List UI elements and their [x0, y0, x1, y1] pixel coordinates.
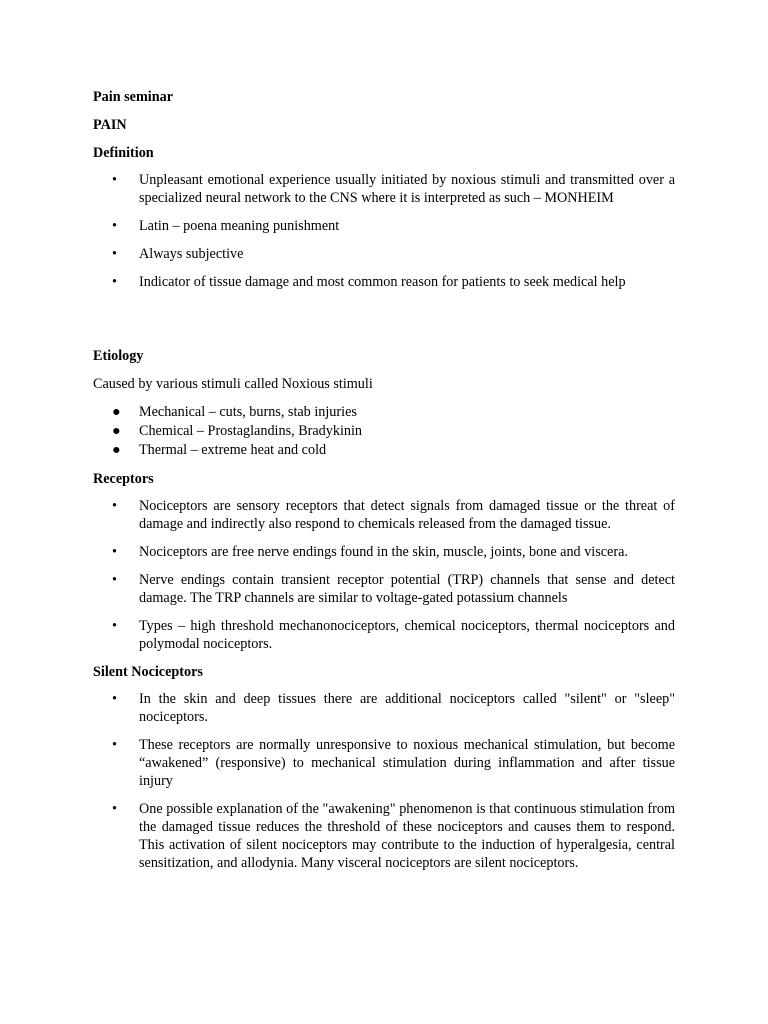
list-item: • Latin – poena meaning punishment: [112, 218, 340, 234]
bullet-icon: •: [112, 498, 117, 514]
bullet-icon: •: [112, 246, 117, 262]
main-heading: PAIN: [93, 117, 127, 133]
bullet-icon: •: [112, 801, 117, 817]
list-item: • Nociceptors are sensory receptors that detect signals from damaged tissue or the threat of damage and indirectly also respond to chemicals released from the damaged tissue.: [112, 498, 675, 532]
list-item: • Nerve endings contain transient receptor potential (TRP) channels that sense and detect damage. The TRP channels are similar to voltage-gated potassium channels: [112, 572, 675, 606]
bullet-icon: •: [112, 572, 117, 588]
bullet-icon: •: [112, 218, 117, 234]
silent-nociceptors-heading: Silent Nociceptors: [93, 664, 203, 680]
document-title: Pain seminar: [93, 89, 173, 105]
definition-heading: Definition: [93, 145, 154, 161]
list-item: • One possible explanation of the "awakening" phenomenon is that continuous stimulation from the damaged tissue reduces the threshold of these nociceptors and causes them to respond. This activation of silent nociceptors may contribute to the induction of hyperalgesia, central sensitization, and allodynia. Many visceral nociceptors are silent nociceptors.: [112, 801, 675, 871]
bullet-icon: ●: [112, 423, 121, 439]
list-item: ● Mechanical – cuts, burns, stab injuries: [112, 404, 357, 420]
list-item: • In the skin and deep tissues there are additional nociceptors called "silent" or "sleep" nociceptors.: [112, 691, 675, 725]
list-item: • Unpleasant emotional experience usually initiated by noxious stimuli and transmitted over a specialized neural network to the CNS where it is interpreted as such – MONHEIM: [112, 172, 675, 206]
bullet-icon: •: [112, 274, 117, 290]
list-item: • Types – high threshold mechanonociceptors, chemical nociceptors, thermal nociceptors and polymodal nociceptors.: [112, 618, 675, 652]
list-item: • Always subjective: [112, 246, 244, 262]
etiology-intro: Caused by various stimuli called Noxious stimuli: [93, 376, 373, 392]
bullet-icon: ●: [112, 404, 121, 420]
bullet-icon: •: [112, 691, 117, 707]
silent-nociceptors-list: [93, 690, 675, 882]
bullet-icon: •: [112, 737, 117, 753]
receptors-list: [93, 497, 675, 663]
list-item: ● Chemical – Prostaglandins, Bradykinin: [112, 423, 363, 439]
bullet-icon: •: [112, 618, 117, 634]
receptors-heading: Receptors: [93, 471, 154, 487]
bullet-icon: •: [112, 172, 117, 188]
list-item: • These receptors are normally unresponsive to noxious mechanical stimulation, but become “awakened” (responsive) to mechanical stimulation during inflammation and after tissue injury: [112, 737, 675, 789]
bullet-icon: •: [112, 544, 117, 560]
definition-list: [93, 171, 675, 301]
list-item: • Nociceptors are free nerve endings found in the skin, muscle, joints, bone and viscera.: [112, 544, 628, 560]
list-item: ● Thermal – extreme heat and cold: [112, 442, 327, 458]
etiology-list: [93, 403, 675, 459]
etiology-heading: Etiology: [93, 348, 144, 364]
list-item: • Indicator of tissue damage and most common reason for patients to seek medical help: [112, 274, 626, 290]
bullet-icon: ●: [112, 442, 121, 458]
